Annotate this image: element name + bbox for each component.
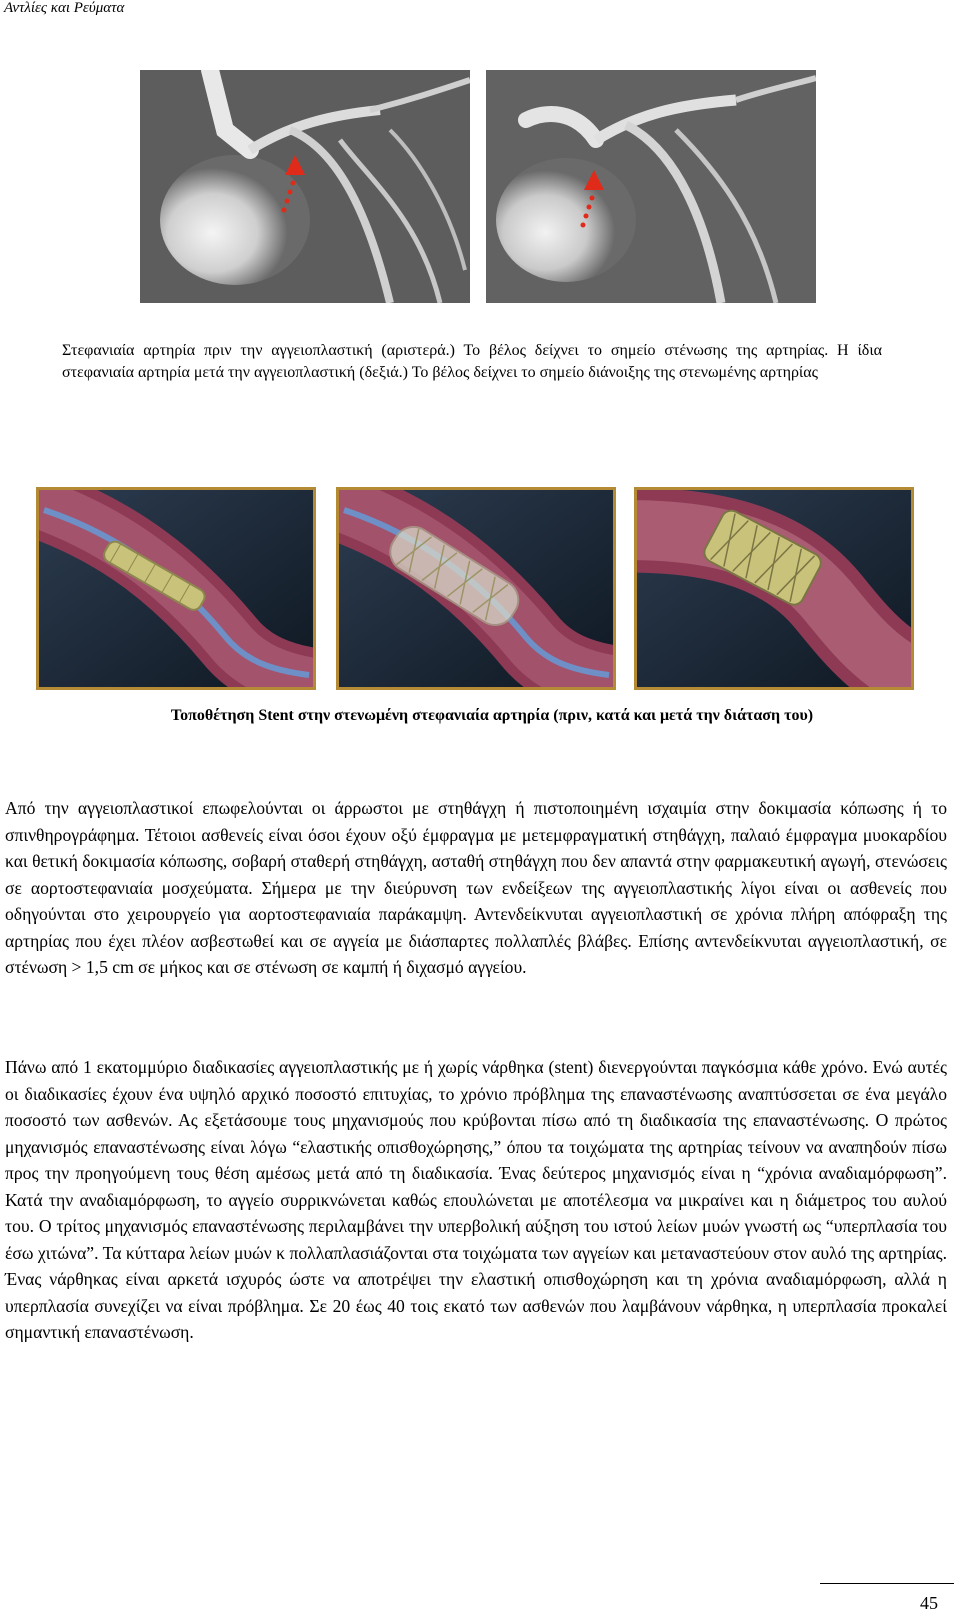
stent-figure [36, 487, 918, 690]
body-paragraph-1: Από την αγγειοπλαστικοί επωφελούνται οι άρρωστοι με στηθάγχη ή πιστοποιημένη ισχαιμία στην δοκιμασία κόπωσης ή το σπινθηρογράφημα. Τέτοιοι ασθενείς είναι όσοι έχουν οξύ έμφραγμα με μετεμφραγματική στηθάγχη, παλαιό έμφραγμα μυοκαρδίου και θετική δοκιμασία κόπωσης, σοβαρή σταθερή στηθάγχη, ασταθή στηθάγχη που δεν απαντά στην φαρμακευτική αγωγή, στενώσεις σε αορτοστεφανιαία μοσχεύματα. Σήμερα με την διεύρυνση των ενδείξεων της αγγειοπλαστικής λίγοι είναι οι ασθενείς που οδηγούνται στο χειρουργείο για αορτοστεφανιαία παράκαμψη. Αντενδείκνυται αγγειοπλαστική σε χρόνια πλήρη απόφραξη της αρτηρίας που έχει πλέον ασβεστωθεί και σε αγγεία με διάσπαρτες πολλαπλές βλάβες. Επίσης αντενδείκνυται αγγειοπλαστική, σε στένωση > 1,5 cm σε μήκος και σε στένωση σε καμπή ή διχασμό αγγείου. [5, 798, 947, 977]
stent-panel-during [336, 487, 616, 690]
angiogram-figure [140, 70, 816, 305]
angiogram-after-image [486, 70, 816, 303]
running-header: Αντλίες και Ρεύματα [4, 0, 125, 16]
stent-panel-after [634, 487, 914, 690]
stent-caption: Τοποθέτηση Stent στην στενωμένη στεφανιαία αρτηρία (πριν, κατά και μετά την διάταση του) [170, 707, 814, 724]
angiogram-caption: Στεφανιαία αρτηρία πριν την αγγειοπλαστική (αριστερά.) Το βέλος δείχνει το σημείο στένωσης της αρτηρίας. Η ίδια στεφανιαία αρτηρία μετά την αγγειοπλαστική (δεξιά.) Το βέλος δείχνει το σημείο διάνοιξης της στενωμένης αρτηρίας [62, 342, 882, 381]
stent-panel-before [36, 487, 316, 690]
body-paragraph-2: Πάνω από 1 εκατομμύριο διαδικασίες αγγειοπλαστικής με ή χωρίς νάρθηκα (stent) διενεργούνται παγκόσμια κάθε χρόνο. Ενώ αυτές οι διαδικασίες έχουν ένα υψηλό αρχικό ποσοστό επιτυχίας, το χρόνιο πρόβλημα της επαναστένωσης αναπτύσσεται σε ένα μεγάλο ποσοστό των ασθενών. Ας εξετάσουμε τους μηχανισμούς που κρύβονται πίσω από τη διαδικασία της επαναστένωσης. Ο πρώτος μηχανισμός επαναστένωσης είναι λόγω “ελαστικής οπισθοχώρησης,” όπου τα τοιχώματα της αρτηρίας τείνουν να αναπηδούν πίσω προς την προηγούμενη τους θέση αμέσως μετά από τη διαδικασία. Ένας δεύτερος μηχανισμός είναι η “χρόνια αναδιαμόρφωση”. Κατά την αναδιαμόρφωση, το αγγείο συρρικνώνεται καθώς επουλώνεται με αποτέλεσμα να μικραίνει και η διάμετρος του αυλού του. Ο τρίτος μηχανισμός επαναστένωσης περιλαμβάνει την υπερβολική αύξηση του ιστού λείων μυών γνωστή ως “υπερπλασία του έσω χιτώνα”. Τα κύτταρα λείων μυών κ πολλαπλασιάζονται στα τοιχώματα των αγγείων και μεταναστεύουν στον αυλό της αρτηρίας. Ένας νάρθηκας είναι αρκετά ισχυρός ώστε να αποτρέψει την ελαστική οπισθοχώρηση και τη χρόνια αναδιαμόρφωση, αλλά η υπερπλασία συνεχίζει να είναι πρόβλημα. Σε 20 έως 40 τοις εκατό των ασθενών που λαμβάνουν νάρθηκα, η υπερπλασία προκαλεί σημαντική επαναστένωση. [5, 1057, 947, 1342]
footer-divider [820, 1583, 954, 1584]
page-number: 45 [920, 1593, 938, 1613]
angiogram-before-image [140, 70, 470, 303]
